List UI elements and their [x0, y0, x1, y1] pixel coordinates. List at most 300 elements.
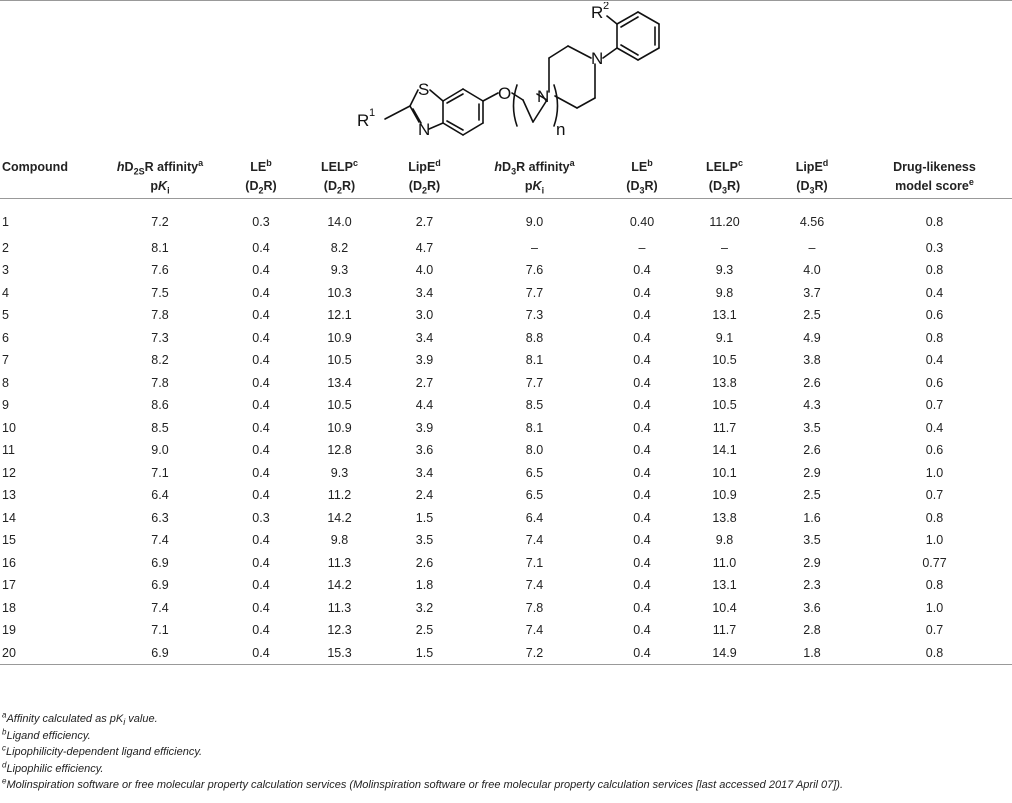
column-header-6 [602, 150, 682, 198]
table-cell: 2.5 [803, 308, 821, 322]
table-cell: 9.8 [330, 533, 349, 547]
piperazine-nitrogen-1-label: N [537, 87, 550, 106]
table-cell: 5 [2, 308, 9, 322]
table-cell: 2 [2, 240, 9, 255]
table-cell: 0.4 [252, 623, 270, 637]
table-row [0, 304, 1012, 327]
table-cell: 0.6 [925, 443, 944, 457]
table-cell: 2.3 [803, 578, 821, 592]
table-cell: 0.4 [252, 443, 270, 457]
table-cell: 4 [2, 285, 9, 300]
footnote-mark: a [2, 710, 7, 720]
table-cell: 15 [2, 533, 16, 547]
table-cell: 13.4 [327, 375, 352, 390]
header-line1 [631, 157, 653, 174]
header-line2 [626, 179, 658, 196]
table-cell: 4.3 [803, 398, 821, 412]
table-cell: 7.7 [525, 375, 544, 390]
header-footnote-mark: b [266, 157, 272, 168]
table-cell: 19 [2, 623, 16, 637]
table-cell: 10.5 [327, 398, 352, 412]
table-cell: 7.6 [525, 263, 544, 277]
table-cell: 7.3 [525, 308, 544, 322]
header-line2-after: R) [644, 179, 658, 193]
header-line2-subscript: 2 [258, 185, 264, 196]
table-row [0, 439, 1012, 462]
header-line1 [893, 160, 976, 174]
header-footnote-mark: d [822, 157, 829, 168]
column-header-1 [95, 150, 225, 198]
table-cell: 0.4 [633, 375, 651, 390]
header-line2-subscript: i [541, 185, 545, 196]
header-main: LE [631, 160, 648, 174]
table-cell: 14.9 [712, 645, 737, 660]
footnote [2, 728, 1007, 745]
header-line2 [895, 176, 974, 193]
table-cell: 4.4 [415, 398, 434, 412]
table-cell: 0.4 [252, 263, 270, 277]
header-line2-subscript: 2 [336, 185, 342, 196]
table-cell: 2.8 [803, 623, 821, 637]
column-header-7 [682, 150, 767, 198]
table-cell: 0.3 [252, 214, 270, 229]
table-cell: 6.3 [151, 510, 169, 525]
r1-label: R [357, 111, 370, 130]
table-cell: 0.4 [252, 398, 270, 412]
footnote-subscript: i [123, 717, 126, 728]
table-row [0, 619, 1012, 642]
header-prefix: h [116, 160, 125, 174]
table-row [0, 642, 1012, 665]
table-cell: 0.4 [633, 578, 651, 592]
table-cell: 13.1 [712, 578, 737, 592]
header-line2-text: (D [408, 179, 422, 193]
table-cell: 9.8 [715, 533, 734, 547]
table-cell: 7.1 [525, 555, 544, 570]
table-cell: 3.2 [415, 600, 434, 615]
footnote [2, 711, 1007, 728]
footnote-text: Lipophilicity-dependent ligand efficiency. [6, 746, 203, 759]
table-cell: 3.0 [415, 308, 434, 322]
table-row [0, 282, 1012, 305]
table-cell: 1.0 [925, 465, 944, 480]
table-cell: 0.4 [633, 330, 651, 345]
chemical-structure-diagram [355, 2, 665, 142]
table-cell: 14.1 [712, 443, 737, 457]
table-cell: 8.6 [151, 398, 169, 412]
table-cell: 0.8 [925, 578, 944, 592]
header-line2-footnote-mark: e [968, 176, 974, 187]
footnote-mark: d [2, 760, 7, 770]
table-cell: 0.4 [633, 555, 651, 570]
header-line1 [116, 157, 204, 177]
table-cell: 8.1 [525, 353, 544, 367]
table-cell: 9 [2, 398, 9, 412]
header-footnote-mark: a [569, 157, 575, 168]
table-cell: 7.8 [151, 375, 169, 390]
table-cell: 1.0 [925, 533, 944, 547]
table-cell: 7.5 [151, 285, 169, 300]
table-cell: 0.4 [252, 353, 270, 367]
table-cell: 10.5 [712, 398, 737, 412]
table-cell: 14.2 [327, 510, 352, 525]
table-cell: 11.2 [327, 488, 352, 502]
table-cell: 11.7 [712, 623, 737, 637]
table-cell: 7.8 [151, 308, 169, 322]
table-row [0, 529, 1012, 552]
header-line1 [2, 160, 68, 174]
table-cell: – [721, 240, 728, 255]
table-row [0, 597, 1012, 620]
table-cell: 0.4 [252, 330, 270, 345]
table-row [0, 417, 1012, 440]
table-cell: 7.4 [151, 533, 169, 547]
table-cell: 3.9 [415, 420, 434, 435]
table-cell: 6.9 [151, 555, 169, 570]
header-main: LipE [408, 160, 436, 174]
header-main: LELP [321, 160, 353, 174]
table-cell: 10.5 [327, 353, 352, 367]
table-cell: 9.0 [525, 214, 544, 229]
table-row [0, 372, 1012, 395]
table-cell: 0.8 [925, 645, 944, 660]
footnote-text: Affinity calculated as pK [6, 713, 124, 725]
table-cell: 11.3 [327, 555, 352, 570]
table-cell: 0.4 [252, 600, 270, 615]
table-cell: 9.1 [715, 330, 734, 345]
table-cell: 9.3 [330, 263, 349, 277]
table-cell: 13.8 [712, 510, 737, 525]
table-cell: 0.6 [925, 308, 944, 322]
table-cell: 0.4 [252, 240, 270, 255]
table-cell: 10.5 [712, 353, 737, 367]
table-cell: 0.8 [925, 214, 944, 229]
table-cell: 8 [2, 375, 9, 390]
table-cell: 3.4 [415, 465, 434, 480]
table-cell: 11.7 [712, 420, 737, 435]
table-cell: 8.2 [151, 353, 169, 367]
table-cell: 0.4 [252, 465, 270, 480]
table-row [0, 462, 1012, 485]
column-header-5 [467, 150, 602, 198]
table-cell: 7.6 [151, 263, 169, 277]
table-cell: 0.4 [633, 353, 651, 367]
sulfur-atom-label: S [418, 80, 430, 99]
table-cell: 6 [2, 330, 9, 345]
header-subscript: 2S [133, 166, 145, 177]
table-cell: 10 [2, 420, 16, 435]
table-cell: 2.7 [415, 375, 434, 390]
header-footnote-mark: a [198, 157, 204, 168]
table-cell: 0.4 [633, 465, 651, 480]
table-cell: 1 [2, 214, 9, 229]
r2-label: R [591, 3, 604, 22]
header-footnote-mark: c [737, 157, 743, 168]
table-cell: 0.4 [252, 533, 270, 547]
header-footnote-mark: b [647, 157, 653, 168]
table-cell: 3.5 [415, 533, 434, 547]
table-row [0, 259, 1012, 282]
table-row [0, 327, 1012, 350]
table-cell: 10.1 [712, 465, 737, 480]
table-cell: 13 [2, 488, 16, 502]
table-cell: 3.5 [803, 420, 821, 435]
table-cell: 0.8 [925, 263, 944, 277]
table-cell: 3.7 [803, 285, 821, 300]
table-cell: 0.4 [925, 285, 944, 300]
top-rule [0, 0, 1012, 1]
table-cell: 4.0 [803, 263, 821, 277]
header-line2-subscript: i [167, 185, 170, 196]
header-main: LELP [706, 160, 738, 174]
column-header-2 [225, 150, 297, 198]
header-line1 [494, 157, 575, 177]
table-cell: 2.7 [415, 214, 434, 229]
table-cell: 2.9 [803, 465, 821, 480]
header-line2-subscript: 3 [721, 185, 727, 196]
table-cell: 14 [2, 510, 16, 525]
table-cell: 7.1 [151, 465, 169, 480]
header-footnote-mark: d [435, 157, 441, 168]
table-cell: 7.2 [525, 645, 544, 660]
footnote-after: value. [125, 713, 158, 725]
table-cell: 3 [2, 263, 9, 277]
table-cell: 3.4 [415, 330, 434, 345]
header-line2-after: R) [342, 179, 356, 193]
table-cell: 0.3 [925, 240, 944, 255]
table-cell: 9.3 [715, 263, 734, 277]
table-cell: 0.4 [633, 510, 651, 525]
table-cell: 7.4 [151, 600, 169, 615]
table-cell: 0.77 [922, 555, 947, 570]
table-row [0, 198, 1012, 237]
header-line1 [408, 157, 441, 174]
footnote [2, 761, 1007, 778]
footnote [2, 777, 1007, 794]
header-line1 [795, 157, 829, 174]
header-line2-text: (D [245, 179, 259, 193]
footnote-mark: e [2, 776, 7, 786]
table-cell: 4.0 [415, 263, 434, 277]
header-line2-after: R) [814, 179, 828, 193]
table-cell: 0.4 [252, 420, 270, 435]
table-cell: 2.6 [803, 375, 821, 390]
column-header-9 [857, 150, 1012, 198]
table-row [0, 484, 1012, 507]
table-cell: 10.4 [712, 600, 737, 615]
table-cell: 2.9 [803, 555, 821, 570]
table-cell: 12.1 [327, 308, 352, 322]
table-cell: 9.0 [151, 443, 169, 457]
header-line2-subscript: 3 [639, 185, 645, 196]
table-cell: 7.4 [525, 578, 544, 592]
table-cell: 0.3 [252, 510, 270, 525]
table-cell: – [531, 240, 538, 255]
header-after: R affinity [144, 160, 199, 174]
table-row [0, 574, 1012, 597]
header-main: LipE [795, 160, 823, 174]
header-main: D [124, 160, 134, 174]
header-line2 [796, 179, 828, 196]
table-cell: 8.8 [525, 330, 544, 345]
header-main: Compound [2, 160, 68, 174]
table-cell: 0.4 [633, 285, 651, 300]
table-cell: 11 [2, 443, 15, 457]
header-line1 [250, 157, 272, 174]
header-line2 [323, 179, 356, 196]
table-cell: 0.4 [633, 645, 651, 660]
table-cell: 9.3 [330, 465, 349, 480]
table-cell: 13.1 [712, 308, 737, 322]
table-cell: 2.5 [803, 488, 821, 502]
table-cell: 2.4 [415, 488, 434, 502]
table-cell: 16 [2, 555, 16, 570]
table-cell: 7.3 [151, 330, 169, 345]
table-cell: 7.4 [525, 533, 544, 547]
table-footnotes [2, 711, 1007, 794]
header-footnote-mark: c [352, 157, 358, 168]
header-line2-subscript: 3 [809, 185, 815, 196]
header-subscript: 3 [511, 166, 517, 177]
table-cell: 1.8 [803, 645, 821, 660]
header-line2-text: (D [708, 179, 722, 193]
table-cell: 0.4 [252, 578, 270, 592]
table-row [0, 552, 1012, 575]
table-cell: 10.9 [327, 420, 352, 435]
table-cell: 0.40 [629, 214, 655, 229]
table-cell: 0.4 [633, 308, 651, 322]
table-cell: 8.2 [330, 240, 349, 255]
column-header-4 [382, 150, 467, 198]
table-cell: 20 [2, 645, 16, 660]
table-cell: 11.0 [712, 555, 737, 570]
thiazole-nitrogen-label: N [418, 120, 431, 139]
table-cell: 6.9 [151, 578, 169, 592]
table-cell: 10.9 [327, 330, 352, 345]
table-cell: 0.4 [252, 375, 270, 390]
table-body [0, 198, 1012, 665]
header-line2 [524, 179, 545, 196]
table-cell: 11.3 [327, 600, 352, 615]
header-prefix: h [494, 160, 503, 174]
table-cell: 8.1 [151, 240, 169, 255]
table-cell: 14.2 [327, 578, 352, 592]
table-cell: 6.5 [525, 488, 544, 502]
table-cell: 10.3 [327, 285, 352, 300]
table-cell: 10.9 [712, 488, 737, 502]
table-cell: 0.4 [633, 443, 651, 457]
header-line2-text: model score [895, 179, 969, 193]
table-cell: 4.7 [415, 240, 434, 255]
table-cell: 1.6 [803, 510, 821, 525]
table-cell: 12 [2, 465, 16, 480]
table-cell: – [808, 240, 816, 255]
table-row [0, 237, 1012, 260]
table-cell: 0.7 [925, 398, 944, 412]
footnote-text: Ligand efficiency. [6, 729, 91, 742]
table-cell: 0.4 [925, 353, 944, 367]
table-cell: 1.5 [415, 645, 434, 660]
column-header-8 [767, 150, 857, 198]
header-line2-after: R) [427, 179, 441, 193]
table-cell: 18 [2, 600, 16, 615]
table-cell: 0.6 [925, 375, 944, 390]
footnote [2, 744, 1007, 761]
header-line2-text: pK [524, 179, 542, 193]
table-cell: 0.4 [252, 488, 270, 502]
header-main: Drug-likeness [893, 160, 976, 174]
table-cell: 0.4 [925, 420, 944, 435]
table-cell: 2.6 [803, 443, 821, 457]
column-header-0 [0, 150, 95, 198]
table-cell: 7.1 [151, 623, 169, 637]
header-line2 [708, 179, 741, 196]
table-cell: 1.0 [925, 600, 944, 615]
r1-superscript: 1 [369, 107, 376, 119]
header-line2-text: (D [323, 179, 337, 193]
header-line2 [245, 179, 277, 196]
header-line1 [706, 157, 743, 174]
table-cell: 15.3 [327, 645, 352, 660]
table-cell: – [638, 240, 646, 255]
oxygen-atom-label: O [498, 84, 512, 103]
table-cell: 0.4 [633, 488, 651, 502]
table-cell: 0.4 [633, 600, 651, 615]
column-header-3 [297, 150, 382, 198]
table-row [0, 507, 1012, 530]
table-cell: 7.8 [525, 600, 544, 615]
table-cell: 0.4 [633, 263, 651, 277]
header-line2 [408, 179, 441, 196]
table-cell: 0.7 [925, 488, 944, 502]
table-row [0, 349, 1012, 372]
piperazine-nitrogen-2-label: N [591, 49, 604, 68]
table-cell: 0.8 [925, 330, 944, 345]
header-line2 [150, 179, 170, 196]
footnote-mark: b [2, 726, 7, 736]
table-cell: 11.20 [709, 214, 740, 229]
compound-efficiency-table [0, 150, 1012, 665]
table-cell: 0.4 [252, 308, 270, 322]
table-cell: 3.8 [803, 353, 821, 367]
table-cell: 0.4 [633, 623, 651, 637]
header-after: R affinity [516, 160, 570, 174]
header-line2-subscript: 2 [421, 185, 427, 196]
table-cell: 7.2 [151, 214, 169, 229]
table-cell: 0.4 [252, 285, 270, 300]
footnote-mark: c [2, 743, 6, 753]
table-cell: 3.6 [803, 600, 821, 615]
header-main: D [502, 160, 512, 174]
table-cell: 8.0 [525, 443, 544, 457]
table-cell: 13.8 [712, 375, 737, 390]
table-cell: 0.4 [252, 555, 270, 570]
table-cell: 0.7 [925, 623, 944, 637]
table-cell: 0.4 [633, 398, 651, 412]
table-cell: 7 [2, 353, 9, 367]
table-cell: 7.7 [525, 285, 544, 300]
table-cell: 8.1 [525, 420, 544, 435]
table-cell: 8.5 [151, 420, 169, 435]
table-cell: 6.4 [525, 510, 544, 525]
table-cell: 4.56 [799, 214, 825, 229]
table-cell: 4.9 [803, 330, 821, 345]
header-line2-text: (D [626, 179, 640, 193]
table-cell: 3.9 [415, 353, 434, 367]
table-row [0, 394, 1012, 417]
r2-superscript: 2 [603, 2, 610, 12]
table-cell: 3.4 [415, 285, 434, 300]
